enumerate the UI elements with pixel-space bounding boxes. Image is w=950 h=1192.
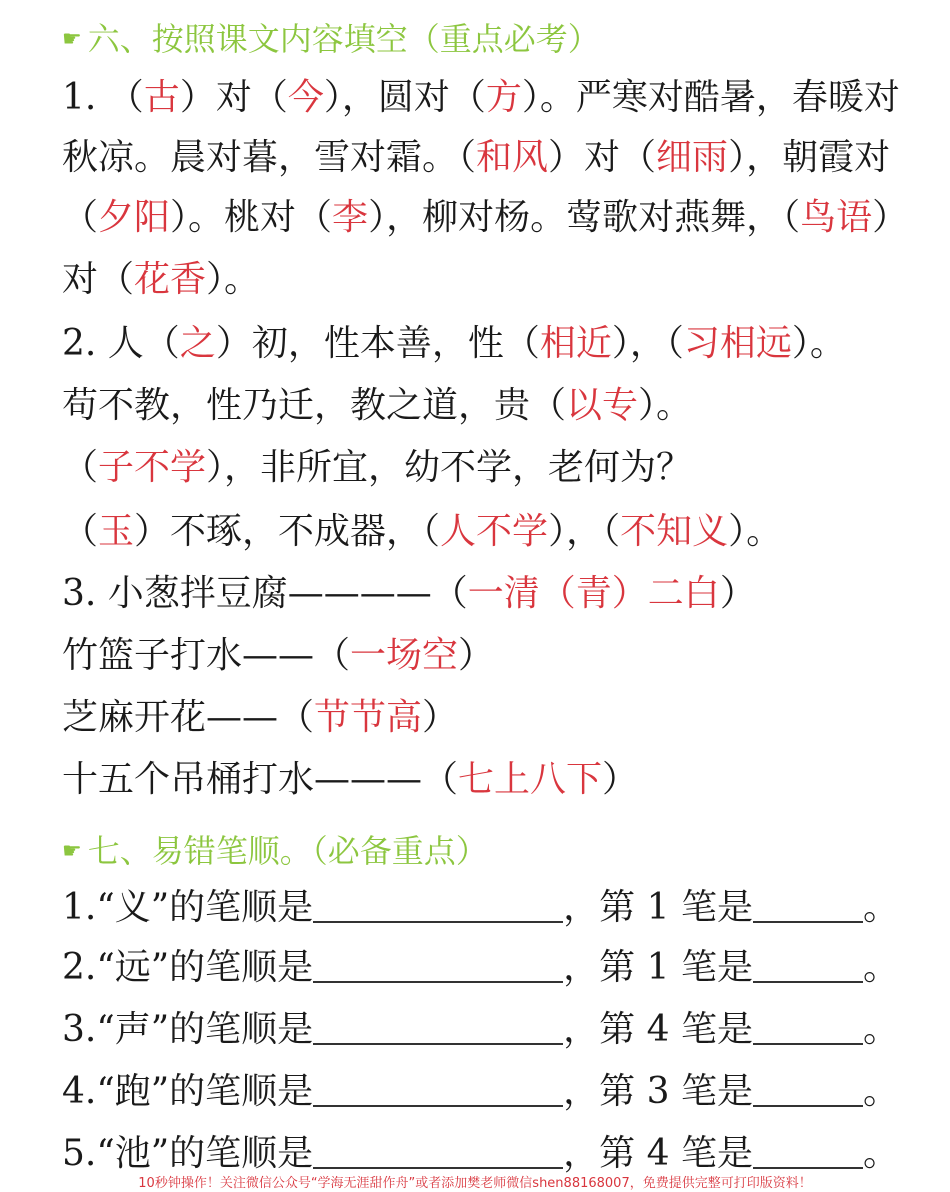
fill-line [62, 259, 261, 300]
question-text: 芝麻开花——（ [62, 697, 315, 738]
question-text: 对（ [62, 259, 135, 300]
answer-text: 细雨 [656, 137, 729, 178]
question-text: ）。 [728, 511, 783, 552]
stroke-order-item [62, 1071, 899, 1112]
answer-text: 方 [485, 77, 522, 118]
question-text: 苟不教，性乃迁，教之道，贵（ [62, 385, 567, 426]
pointing-hand-icon: ☛ [62, 839, 82, 864]
question-text: （ [62, 447, 99, 488]
answer-text: 七上八下 [458, 759, 603, 800]
answer-blank[interactable] [313, 951, 563, 983]
fill-line [62, 635, 495, 676]
answer-text: 子不学 [98, 447, 207, 488]
question-text: （ [62, 197, 99, 238]
question-text: 4.“跑”的笔顺是 [62, 1071, 314, 1112]
question-text: 1. （ [62, 77, 144, 118]
answer-text: 夕阳 [98, 197, 171, 238]
answer-blank[interactable] [753, 1075, 863, 1107]
answer-text: 不知义 [620, 511, 729, 552]
answer-blank[interactable] [753, 951, 863, 983]
question-text: ） [872, 197, 909, 238]
fill-line [62, 573, 756, 614]
answer-text: 和风 [476, 137, 549, 178]
fill-line [62, 759, 639, 800]
answer-blank[interactable] [753, 1137, 863, 1169]
answer-text: 玉 [98, 511, 135, 552]
fill-line [62, 197, 909, 238]
stroke-order-item [62, 887, 899, 928]
answer-text: 习相远 [683, 323, 792, 364]
question-text: ，第 4 笔是 [563, 1133, 753, 1174]
fill-line [62, 385, 693, 426]
pointing-hand-icon: ☛ [62, 27, 82, 52]
question-text: ） [719, 573, 756, 614]
fill-line [62, 137, 891, 178]
question-text: ）。 [791, 323, 846, 364]
stroke-order-item [62, 1009, 899, 1050]
question-text: ，第 3 笔是 [563, 1071, 753, 1112]
fill-line [62, 323, 846, 364]
question-text: 3.“声”的笔顺是 [62, 1009, 314, 1050]
question-text: ）。严寒对酷暑，春暖对 [521, 77, 900, 118]
question-text: 。 [862, 1133, 899, 1174]
question-text: ）对（ [548, 137, 657, 178]
answer-text: 一场空 [350, 635, 459, 676]
question-text: 2. 人（ [62, 323, 180, 364]
answer-blank[interactable] [753, 891, 863, 923]
question-text: ）。 [638, 385, 693, 426]
answer-text: 之 [179, 323, 216, 364]
question-text: 。 [862, 947, 899, 988]
answer-text: 人不学 [440, 511, 549, 552]
fill-line [62, 511, 783, 552]
question-text: ） [458, 635, 495, 676]
question-text: ），朝霞对 [728, 137, 891, 178]
question-text: 。 [862, 1009, 899, 1050]
question-text: 3. 小葱拌豆腐————（ [62, 573, 468, 614]
answer-text: 以专 [566, 385, 639, 426]
answer-text: 古 [143, 77, 180, 118]
question-text: ，第 1 笔是 [563, 887, 753, 928]
question-text: 1.“义”的笔顺是 [62, 887, 314, 928]
fill-line [62, 447, 693, 488]
question-text: （ [62, 511, 99, 552]
question-text: ）初，性本善，性（ [215, 323, 540, 364]
question-text: ）不琢，不成器，（ [134, 511, 441, 552]
answer-text: 相近 [539, 323, 612, 364]
answer-blank[interactable] [753, 1013, 863, 1045]
stroke-order-item [62, 947, 899, 988]
question-text: ），（ [611, 323, 684, 364]
question-text: 十五个吊桶打水———（ [62, 759, 459, 800]
question-text: ），（ [548, 511, 621, 552]
question-text: ，第 1 笔是 [563, 947, 753, 988]
question-text: ）。 [206, 259, 261, 300]
section-6-heading: ☛ 六、按照课文内容填空（重点必考） [62, 20, 600, 58]
answer-text: 花香 [134, 259, 207, 300]
answer-text: 节节高 [314, 697, 423, 738]
answer-text: 今 [287, 77, 324, 118]
answer-text: 一清（青）二白 [467, 573, 720, 614]
question-text: ）对（ [179, 77, 288, 118]
question-text: ） [602, 759, 639, 800]
fill-line [62, 77, 900, 118]
stroke-order-item [62, 1133, 899, 1174]
fill-line [62, 697, 459, 738]
answer-blank[interactable] [313, 1075, 563, 1107]
question-text: 秋凉。晨对暮，雪对霜。（ [62, 137, 477, 178]
answer-text: 鸟语 [800, 197, 873, 238]
section-7-heading: ☛ 七、易错笔顺。（必备重点） [62, 832, 488, 870]
answer-text: 李 [332, 197, 369, 238]
question-text: 2.“远”的笔顺是 [62, 947, 314, 988]
answer-blank[interactable] [313, 1137, 563, 1169]
question-text: 竹篮子打水——（ [62, 635, 351, 676]
question-text: ） [422, 697, 459, 738]
question-text: 。 [862, 887, 899, 928]
question-text: 。 [862, 1071, 899, 1112]
answer-blank[interactable] [313, 1013, 563, 1045]
question-text: ），非所宜，幼不学，老何为？ [206, 447, 693, 488]
question-text: ）。桃对（ [170, 197, 333, 238]
answer-blank[interactable] [313, 891, 563, 923]
question-text: ，第 4 笔是 [563, 1009, 753, 1050]
footer-notice: 10秒钟操作！关注微信公众号“学海无涯甜作舟”或者添加樊老师微信shen88168007，免费提供完整可打印版资料！ [138, 1176, 812, 1191]
question-text: 5.“池”的笔顺是 [62, 1133, 314, 1174]
question-text: ），柳对杨。莺歌对燕舞，（ [368, 197, 801, 238]
question-text: ），圆对（ [323, 77, 486, 118]
